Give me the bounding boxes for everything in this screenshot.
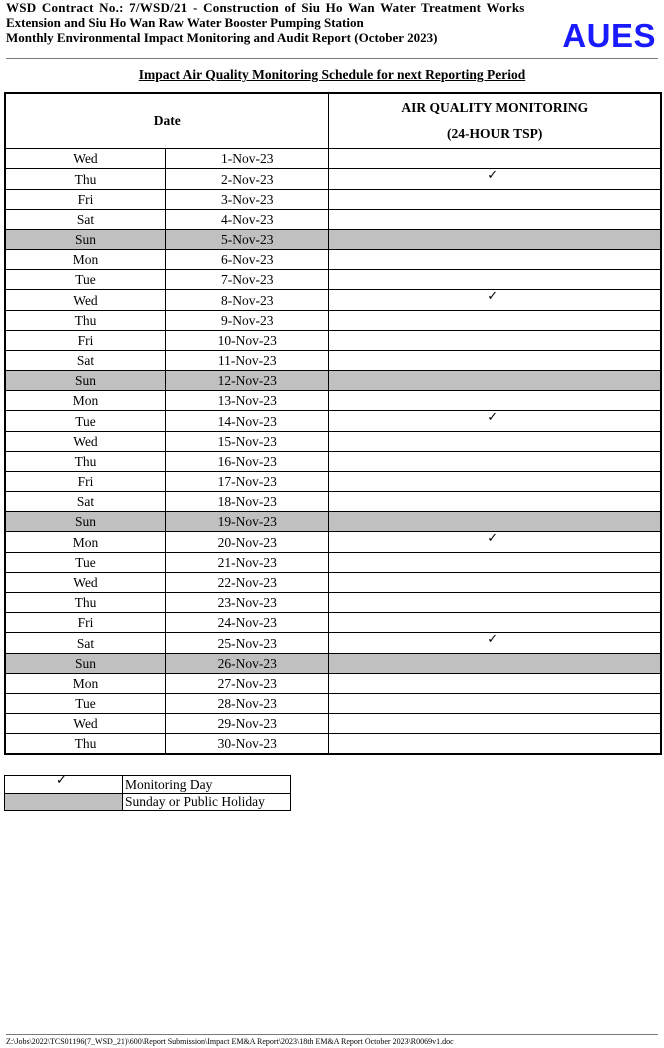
day-cell: Thu [5, 452, 165, 472]
checkmark-icon: ✓ [487, 531, 499, 546]
monitoring-cell [329, 250, 661, 270]
date-cell: 2-Nov-23 [165, 169, 328, 190]
day-cell: Wed [5, 290, 165, 311]
date-cell: 3-Nov-23 [165, 190, 328, 210]
day-cell: Sat [5, 633, 165, 654]
day-cell: Thu [5, 593, 165, 613]
monitoring-cell [329, 734, 661, 755]
table-header-row [5, 93, 661, 149]
checkmark-icon: ✓ [487, 168, 499, 183]
date-cell: 26-Nov-23 [165, 654, 328, 674]
date-cell: 6-Nov-23 [165, 250, 328, 270]
air-quality-header-line1: AIR QUALITY MONITORING [401, 100, 589, 115]
date-cell: 29-Nov-23 [165, 714, 328, 734]
air-quality-header-line2: (24-HOUR TSP) [447, 126, 543, 141]
date-cell: 22-Nov-23 [165, 573, 328, 593]
date-cell: 7-Nov-23 [165, 270, 328, 290]
legend-table [4, 775, 291, 811]
table-row [5, 149, 661, 169]
footer-divider [6, 1034, 658, 1035]
monitoring-cell [329, 593, 661, 613]
date-cell: 16-Nov-23 [165, 452, 328, 472]
monitoring-cell [329, 694, 661, 714]
footer-file-path: Z:\Jobs\2022\TCS01196(7_WSD_21)\600\Report Submission\Impact EM&A Report\2023\18th EM&A Report October 2023\R0069v1.doc [6, 1037, 454, 1046]
table-row [5, 633, 661, 654]
table-row [5, 371, 661, 391]
day-cell: Tue [5, 411, 165, 432]
aues-logo: AUES [562, 17, 656, 54]
date-cell: 8-Nov-23 [165, 290, 328, 311]
monitoring-cell [329, 553, 661, 573]
day-cell: Fri [5, 331, 165, 351]
date-cell: 5-Nov-23 [165, 230, 328, 250]
checkmark-icon: ✓ [487, 410, 499, 425]
table-row [5, 391, 661, 411]
date-cell: 9-Nov-23 [165, 311, 328, 331]
monitoring-cell [329, 613, 661, 633]
day-cell: Wed [5, 149, 165, 169]
monitoring-cell [329, 432, 661, 452]
date-cell: 13-Nov-23 [165, 391, 328, 411]
date-cell: 14-Nov-23 [165, 411, 328, 432]
monitoring-cell [329, 492, 661, 512]
day-cell: Wed [5, 714, 165, 734]
checkmark-icon: ✓ [487, 632, 499, 647]
schedule-title: Impact Air Quality Monitoring Schedule for next Reporting Period [138, 67, 526, 82]
monitoring-cell [329, 472, 661, 492]
table-row [5, 250, 661, 270]
day-cell: Thu [5, 169, 165, 190]
monitoring-cell [329, 371, 661, 391]
header-report-line: Monthly Environmental Impact Monitoring and Audit Report (October 2023) [6, 30, 438, 45]
table-row [5, 674, 661, 694]
monitoring-cell [329, 311, 661, 331]
table-row [5, 270, 661, 290]
table-row [5, 311, 661, 331]
monitoring-cell [329, 532, 661, 553]
monitoring-cell [329, 230, 661, 250]
monitoring-cell [329, 411, 661, 432]
table-row [5, 714, 661, 734]
monitoring-cell [329, 633, 661, 654]
date-column-header: Date [5, 93, 329, 149]
monitoring-cell [329, 210, 661, 230]
date-cell: 11-Nov-23 [165, 351, 328, 371]
table-row [5, 190, 661, 210]
table-row [5, 331, 661, 351]
table-row [5, 512, 661, 532]
monitoring-cell [329, 351, 661, 371]
date-cell: 24-Nov-23 [165, 613, 328, 633]
date-cell: 12-Nov-23 [165, 371, 328, 391]
checkmark-icon: ✓ [487, 289, 499, 304]
table-row [5, 290, 661, 311]
date-cell: 18-Nov-23 [165, 492, 328, 512]
day-cell: Sat [5, 351, 165, 371]
table-row [5, 169, 661, 190]
monitoring-cell [329, 331, 661, 351]
day-cell: Mon [5, 532, 165, 553]
date-cell: 27-Nov-23 [165, 674, 328, 694]
day-cell: Tue [5, 270, 165, 290]
date-cell: 28-Nov-23 [165, 694, 328, 714]
table-row [5, 553, 661, 573]
day-cell: Sat [5, 492, 165, 512]
day-cell: Mon [5, 250, 165, 270]
schedule-body [5, 149, 661, 755]
day-cell: Sun [5, 512, 165, 532]
date-cell: 10-Nov-23 [165, 331, 328, 351]
table-row [5, 230, 661, 250]
day-cell: Wed [5, 573, 165, 593]
monitoring-cell [329, 674, 661, 694]
header-contract-line: WSD Contract No.: 7/WSD/21 - Construction of Siu Ho Wan Water Treatment Works [6, 0, 525, 15]
monitoring-cell [329, 452, 661, 472]
monitoring-cell [329, 654, 661, 674]
holiday-swatch [5, 794, 123, 811]
day-cell: Mon [5, 674, 165, 694]
day-cell: Sun [5, 654, 165, 674]
date-cell: 30-Nov-23 [165, 734, 328, 755]
table-row [5, 492, 661, 512]
checkmark-icon: ✓ [5, 776, 123, 794]
air-quality-column-header [329, 93, 661, 149]
table-row [5, 694, 661, 714]
monitoring-cell [329, 190, 661, 210]
monitoring-cell [329, 573, 661, 593]
table-row [5, 734, 661, 755]
day-cell: Fri [5, 613, 165, 633]
header-divider [6, 58, 658, 59]
date-cell: 21-Nov-23 [165, 553, 328, 573]
date-cell: 15-Nov-23 [165, 432, 328, 452]
day-cell: Sun [5, 230, 165, 250]
monitoring-cell [329, 391, 661, 411]
table-row [5, 351, 661, 371]
day-cell: Thu [5, 734, 165, 755]
day-cell: Sat [5, 210, 165, 230]
monitoring-cell [329, 512, 661, 532]
day-cell: Sun [5, 371, 165, 391]
day-cell: Wed [5, 432, 165, 452]
date-cell: 23-Nov-23 [165, 593, 328, 613]
legend-monitoring-label: Monitoring Day [123, 776, 291, 794]
table-row [5, 573, 661, 593]
page-header [6, 0, 658, 58]
legend-holiday-label: Sunday or Public Holiday [123, 794, 291, 811]
day-cell: Fri [5, 190, 165, 210]
legend-row-holiday [5, 794, 291, 811]
header-project-line: Extension and Siu Ho Wan Raw Water Booster Pumping Station [6, 15, 364, 30]
day-cell: Mon [5, 391, 165, 411]
monitoring-schedule-table [4, 92, 662, 755]
date-cell: 19-Nov-23 [165, 512, 328, 532]
table-row [5, 432, 661, 452]
date-cell: 17-Nov-23 [165, 472, 328, 492]
date-cell: 25-Nov-23 [165, 633, 328, 654]
table-row [5, 654, 661, 674]
date-cell: 4-Nov-23 [165, 210, 328, 230]
monitoring-cell [329, 169, 661, 190]
table-row [5, 593, 661, 613]
monitoring-cell [329, 714, 661, 734]
table-row [5, 613, 661, 633]
monitoring-cell [329, 149, 661, 169]
monitoring-cell [329, 290, 661, 311]
day-cell: Thu [5, 311, 165, 331]
day-cell: Tue [5, 553, 165, 573]
date-cell: 1-Nov-23 [165, 149, 328, 169]
table-row [5, 472, 661, 492]
table-row [5, 210, 661, 230]
day-cell: Fri [5, 472, 165, 492]
table-row [5, 452, 661, 472]
legend-row-monitoring [5, 776, 291, 794]
date-cell: 20-Nov-23 [165, 532, 328, 553]
day-cell: Tue [5, 694, 165, 714]
table-row [5, 411, 661, 432]
table-row [5, 532, 661, 553]
monitoring-cell [329, 270, 661, 290]
